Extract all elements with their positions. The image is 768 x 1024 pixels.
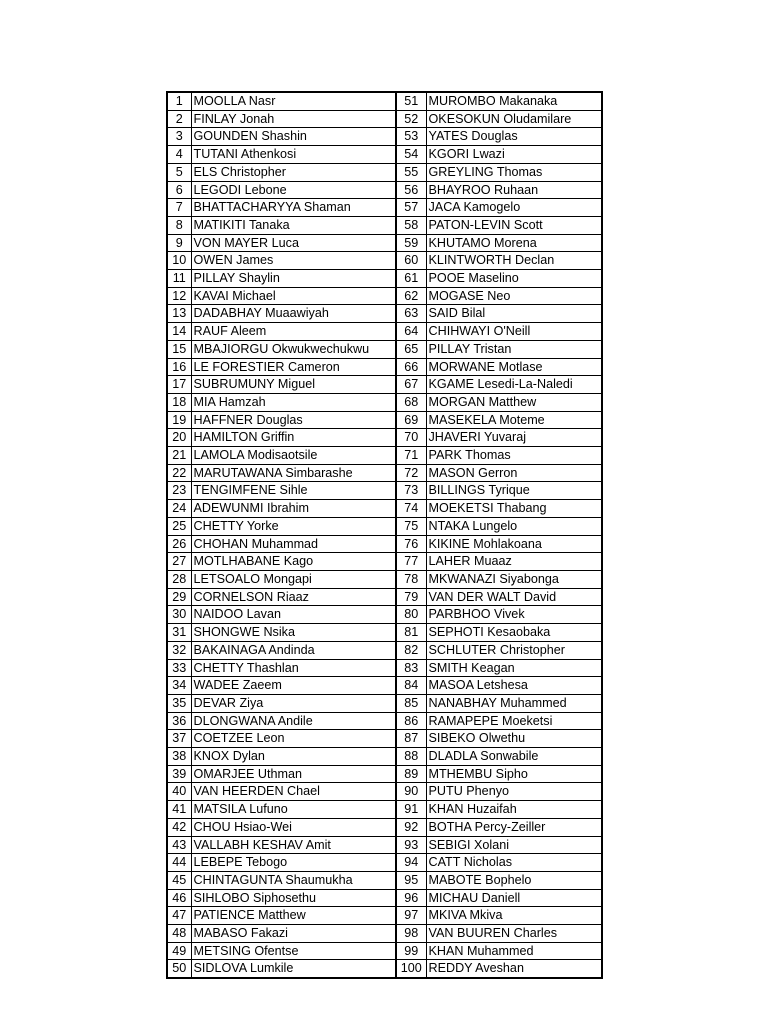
entry-name: KHAN Huzaifah — [426, 801, 602, 819]
entry-number: 45 — [167, 871, 191, 889]
table-row — [167, 871, 602, 889]
table-row — [167, 92, 602, 110]
entry-name: SEBIGI Xolani — [426, 836, 602, 854]
entry-number: 73 — [396, 482, 426, 500]
entry-number: 63 — [396, 305, 426, 323]
table-row — [167, 677, 602, 695]
entry-number: 26 — [167, 535, 191, 553]
entry-name: MOOLLA Nasr — [191, 92, 396, 110]
table-row — [167, 818, 602, 836]
entry-name: PILLAY Tristan — [426, 340, 602, 358]
entry-number: 88 — [396, 748, 426, 766]
table-row — [167, 694, 602, 712]
entry-name: NTAKA Lungelo — [426, 517, 602, 535]
entry-name: BILLINGS Tyrique — [426, 482, 602, 500]
table-row — [167, 535, 602, 553]
entry-number: 58 — [396, 216, 426, 234]
entry-name: MTHEMBU Sipho — [426, 765, 602, 783]
table-row — [167, 270, 602, 288]
entry-number: 74 — [396, 500, 426, 518]
entry-number: 75 — [396, 517, 426, 535]
entry-name: BHATTACHARYYA Shaman — [191, 199, 396, 217]
entry-number: 97 — [396, 907, 426, 925]
entry-number: 32 — [167, 641, 191, 659]
entry-name: SAID Bilal — [426, 305, 602, 323]
entry-name: SCHLUTER Christopher — [426, 641, 602, 659]
entry-name: PUTU Phenyo — [426, 783, 602, 801]
entry-number: 95 — [396, 871, 426, 889]
entry-name: KGAME Lesedi-La-Naledi — [426, 376, 602, 394]
entry-name: LAMOLA Modisaotsile — [191, 447, 396, 465]
entry-number: 22 — [167, 464, 191, 482]
table-row — [167, 163, 602, 181]
table-row — [167, 783, 602, 801]
table-row — [167, 411, 602, 429]
entry-name: SUBRUMUNY Miguel — [191, 376, 396, 394]
entry-name: ELS Christopher — [191, 163, 396, 181]
entry-name: PILLAY Shaylin — [191, 270, 396, 288]
entry-name: MATIKITI Tanaka — [191, 216, 396, 234]
table-row — [167, 447, 602, 465]
entry-number: 67 — [396, 376, 426, 394]
entry-number: 61 — [396, 270, 426, 288]
table-row — [167, 305, 602, 323]
entry-name: PATON-LEVIN Scott — [426, 216, 602, 234]
entry-name: LE FORESTIER Cameron — [191, 358, 396, 376]
entry-number: 77 — [396, 553, 426, 571]
entry-name: SMITH Keagan — [426, 659, 602, 677]
entry-name: COETZEE Leon — [191, 730, 396, 748]
entry-name: SEPHOTI Kesaobaka — [426, 624, 602, 642]
entry-number: 80 — [396, 606, 426, 624]
entry-name: OKESOKUN Oludamilare — [426, 110, 602, 128]
table-row — [167, 393, 602, 411]
table-row — [167, 765, 602, 783]
entry-number: 98 — [396, 925, 426, 943]
entry-number: 14 — [167, 323, 191, 341]
table-row — [167, 323, 602, 341]
entry-name: DADABHAY Muaawiyah — [191, 305, 396, 323]
entry-name: KHAN Muhammed — [426, 942, 602, 960]
entry-number: 34 — [167, 677, 191, 695]
entry-name: TUTANI Athenkosi — [191, 146, 396, 164]
table-row — [167, 588, 602, 606]
entry-number: 59 — [396, 234, 426, 252]
entry-number: 21 — [167, 447, 191, 465]
entry-name: LEBEPE Tebogo — [191, 854, 396, 872]
entry-number: 7 — [167, 199, 191, 217]
entry-name: HAFFNER Douglas — [191, 411, 396, 429]
entry-number: 43 — [167, 836, 191, 854]
entry-number: 31 — [167, 624, 191, 642]
entry-name: WADEE Zaeem — [191, 677, 396, 695]
entry-number: 44 — [167, 854, 191, 872]
table-row — [167, 606, 602, 624]
table-row — [167, 376, 602, 394]
entry-name: CATT Nicholas — [426, 854, 602, 872]
table-row — [167, 748, 602, 766]
entry-number: 60 — [396, 252, 426, 270]
entry-name: MORGAN Matthew — [426, 393, 602, 411]
entry-number: 85 — [396, 694, 426, 712]
entry-name: MOGASE Neo — [426, 287, 602, 305]
entry-number: 3 — [167, 128, 191, 146]
table-row — [167, 925, 602, 943]
entry-name: ADEWUNMI Ibrahim — [191, 500, 396, 518]
entry-number: 55 — [396, 163, 426, 181]
entry-number: 40 — [167, 783, 191, 801]
entry-name: LETSOALO Mongapi — [191, 570, 396, 588]
entry-name: OWEN James — [191, 252, 396, 270]
entry-number: 49 — [167, 942, 191, 960]
table-row — [167, 960, 602, 978]
entry-name: SIDLOVA Lumkile — [191, 960, 396, 978]
entry-name: MASON Gerron — [426, 464, 602, 482]
entry-name: MUROMBO Makanaka — [426, 92, 602, 110]
entry-name: MABASO Fakazi — [191, 925, 396, 943]
entry-number: 35 — [167, 694, 191, 712]
entry-name: MICHAU Daniell — [426, 889, 602, 907]
entry-name: VAN HEERDEN Chael — [191, 783, 396, 801]
entry-name: CHETTY Thashlan — [191, 659, 396, 677]
table-row — [167, 712, 602, 730]
entry-name: MBAJIORGU Okwukwechukwu — [191, 340, 396, 358]
table-row — [167, 641, 602, 659]
entry-number: 94 — [396, 854, 426, 872]
table-row — [167, 907, 602, 925]
entry-number: 81 — [396, 624, 426, 642]
entry-number: 64 — [396, 323, 426, 341]
entry-number: 54 — [396, 146, 426, 164]
table-row — [167, 624, 602, 642]
entry-number: 83 — [396, 659, 426, 677]
entry-number: 93 — [396, 836, 426, 854]
entry-name: MARUTAWANA Simbarashe — [191, 464, 396, 482]
entry-name: NANABHAY Muhammed — [426, 694, 602, 712]
entry-name: VON MAYER Luca — [191, 234, 396, 252]
entry-name: CHIHWAYI O'Neill — [426, 323, 602, 341]
entry-number: 79 — [396, 588, 426, 606]
entry-number: 30 — [167, 606, 191, 624]
entry-name: CHETTY Yorke — [191, 517, 396, 535]
entry-name: HAMILTON Griffin — [191, 429, 396, 447]
table-row — [167, 801, 602, 819]
entry-name: VAN BUUREN Charles — [426, 925, 602, 943]
table-row — [167, 199, 602, 217]
entry-number: 62 — [396, 287, 426, 305]
entry-name: MOEKETSI Thabang — [426, 500, 602, 518]
entry-name: SHONGWE Nsika — [191, 624, 396, 642]
entry-name: BOTHA Percy-Zeiller — [426, 818, 602, 836]
entry-number: 33 — [167, 659, 191, 677]
entry-number: 92 — [396, 818, 426, 836]
entry-name: PATIENCE Matthew — [191, 907, 396, 925]
table-row — [167, 517, 602, 535]
table-row — [167, 854, 602, 872]
entry-name: CORNELSON Riaaz — [191, 588, 396, 606]
entry-number: 57 — [396, 199, 426, 217]
entry-name: MKWANAZI Siyabonga — [426, 570, 602, 588]
entry-number: 23 — [167, 482, 191, 500]
entry-number: 72 — [396, 464, 426, 482]
table-row — [167, 942, 602, 960]
table-row — [167, 358, 602, 376]
entry-name: VAN DER WALT David — [426, 588, 602, 606]
entry-number: 84 — [396, 677, 426, 695]
entry-number: 11 — [167, 270, 191, 288]
roster-table-body — [167, 92, 602, 978]
entry-number: 66 — [396, 358, 426, 376]
entry-name: TENGIMFENE Sihle — [191, 482, 396, 500]
table-row — [167, 234, 602, 252]
entry-number: 20 — [167, 429, 191, 447]
table-row — [167, 889, 602, 907]
entry-number: 37 — [167, 730, 191, 748]
entry-number: 96 — [396, 889, 426, 907]
entry-number: 4 — [167, 146, 191, 164]
entry-name: PARBHOO Vivek — [426, 606, 602, 624]
entry-name: MORWANE Motlase — [426, 358, 602, 376]
entry-number: 39 — [167, 765, 191, 783]
entry-number: 28 — [167, 570, 191, 588]
entry-name: POOE Maselino — [426, 270, 602, 288]
entry-number: 86 — [396, 712, 426, 730]
entry-name: GOUNDEN Shashin — [191, 128, 396, 146]
table-row — [167, 340, 602, 358]
entry-number: 52 — [396, 110, 426, 128]
table-row — [167, 429, 602, 447]
entry-number: 68 — [396, 393, 426, 411]
entry-name: MASOA Letshesa — [426, 677, 602, 695]
entry-name: RAUF Aleem — [191, 323, 396, 341]
entry-number: 12 — [167, 287, 191, 305]
table-row — [167, 181, 602, 199]
entry-name: MASEKELA Moteme — [426, 411, 602, 429]
entry-name: MABOTE Bophelo — [426, 871, 602, 889]
entry-number: 48 — [167, 925, 191, 943]
entry-number: 50 — [167, 960, 191, 978]
entry-name: KHUTAMO Morena — [426, 234, 602, 252]
entry-number: 71 — [396, 447, 426, 465]
entry-name: CHOHAN Muhammad — [191, 535, 396, 553]
entry-number: 87 — [396, 730, 426, 748]
table-row — [167, 146, 602, 164]
entry-number: 90 — [396, 783, 426, 801]
table-row — [167, 110, 602, 128]
entry-number: 69 — [396, 411, 426, 429]
entry-name: KGORI Lwazi — [426, 146, 602, 164]
entry-name: JHAVERI Yuvaraj — [426, 429, 602, 447]
table-row — [167, 659, 602, 677]
entry-name: CHINTAGUNTA Shaumukha — [191, 871, 396, 889]
entry-number: 8 — [167, 216, 191, 234]
entry-name: PARK Thomas — [426, 447, 602, 465]
entry-name: MKIVA Mkiva — [426, 907, 602, 925]
entry-number: 42 — [167, 818, 191, 836]
entry-number: 27 — [167, 553, 191, 571]
entry-name: REDDY Aveshan — [426, 960, 602, 978]
entry-number: 82 — [396, 641, 426, 659]
entry-name: MATSILA Lufuno — [191, 801, 396, 819]
entry-number: 91 — [396, 801, 426, 819]
entry-number: 24 — [167, 500, 191, 518]
table-row — [167, 128, 602, 146]
entry-number: 25 — [167, 517, 191, 535]
entry-name: KIKINE Mohlakoana — [426, 535, 602, 553]
entry-number: 6 — [167, 181, 191, 199]
entry-number: 78 — [396, 570, 426, 588]
entry-number: 29 — [167, 588, 191, 606]
table-row — [167, 482, 602, 500]
entry-name: KLINTWORTH Declan — [426, 252, 602, 270]
entry-number: 47 — [167, 907, 191, 925]
entry-number: 70 — [396, 429, 426, 447]
entry-name: RAMAPEPE Moeketsi — [426, 712, 602, 730]
table-row — [167, 464, 602, 482]
entry-number: 5 — [167, 163, 191, 181]
table-row — [167, 570, 602, 588]
entry-name: BAKAINAGA Andinda — [191, 641, 396, 659]
table-row — [167, 730, 602, 748]
entry-number: 10 — [167, 252, 191, 270]
entry-name: SIHLOBO Siphosethu — [191, 889, 396, 907]
entry-name: DLONGWANA Andile — [191, 712, 396, 730]
entry-number: 56 — [396, 181, 426, 199]
entry-name: JACA Kamogelo — [426, 199, 602, 217]
entry-name: VALLABH KESHAV Amit — [191, 836, 396, 854]
entry-number: 65 — [396, 340, 426, 358]
entry-name: KNOX Dylan — [191, 748, 396, 766]
entry-name: OMARJEE Uthman — [191, 765, 396, 783]
entry-number: 18 — [167, 393, 191, 411]
entry-name: DEVAR Ziya — [191, 694, 396, 712]
entry-number: 41 — [167, 801, 191, 819]
table-row — [167, 553, 602, 571]
entry-number: 17 — [167, 376, 191, 394]
entry-name: LEGODI Lebone — [191, 181, 396, 199]
entry-name: KAVAI Michael — [191, 287, 396, 305]
entry-name: FINLAY Jonah — [191, 110, 396, 128]
entry-number: 1 — [167, 92, 191, 110]
table-row — [167, 287, 602, 305]
entry-number: 100 — [396, 960, 426, 978]
entry-name: SIBEKO Olwethu — [426, 730, 602, 748]
entry-name: YATES Douglas — [426, 128, 602, 146]
table-row — [167, 836, 602, 854]
entry-name: METSING Ofentse — [191, 942, 396, 960]
entry-number: 13 — [167, 305, 191, 323]
table-row — [167, 500, 602, 518]
entry-number: 15 — [167, 340, 191, 358]
entry-number: 19 — [167, 411, 191, 429]
entry-number: 51 — [396, 92, 426, 110]
entry-name: GREYLING Thomas — [426, 163, 602, 181]
entry-number: 99 — [396, 942, 426, 960]
entry-name: NAIDOO Lavan — [191, 606, 396, 624]
entry-number: 2 — [167, 110, 191, 128]
entry-number: 36 — [167, 712, 191, 730]
entry-number: 76 — [396, 535, 426, 553]
entry-name: CHOU Hsiao-Wei — [191, 818, 396, 836]
entry-number: 46 — [167, 889, 191, 907]
entry-name: BHAYROO Ruhaan — [426, 181, 602, 199]
entry-name: DLADLA Sonwabile — [426, 748, 602, 766]
entry-number: 89 — [396, 765, 426, 783]
entry-name: MOTLHABANE Kago — [191, 553, 396, 571]
entry-number: 53 — [396, 128, 426, 146]
roster-table — [166, 91, 603, 979]
entry-number: 16 — [167, 358, 191, 376]
table-row — [167, 216, 602, 234]
entry-name: LAHER Muaaz — [426, 553, 602, 571]
entry-name: MIA Hamzah — [191, 393, 396, 411]
entry-number: 38 — [167, 748, 191, 766]
entry-number: 9 — [167, 234, 191, 252]
table-row — [167, 252, 602, 270]
